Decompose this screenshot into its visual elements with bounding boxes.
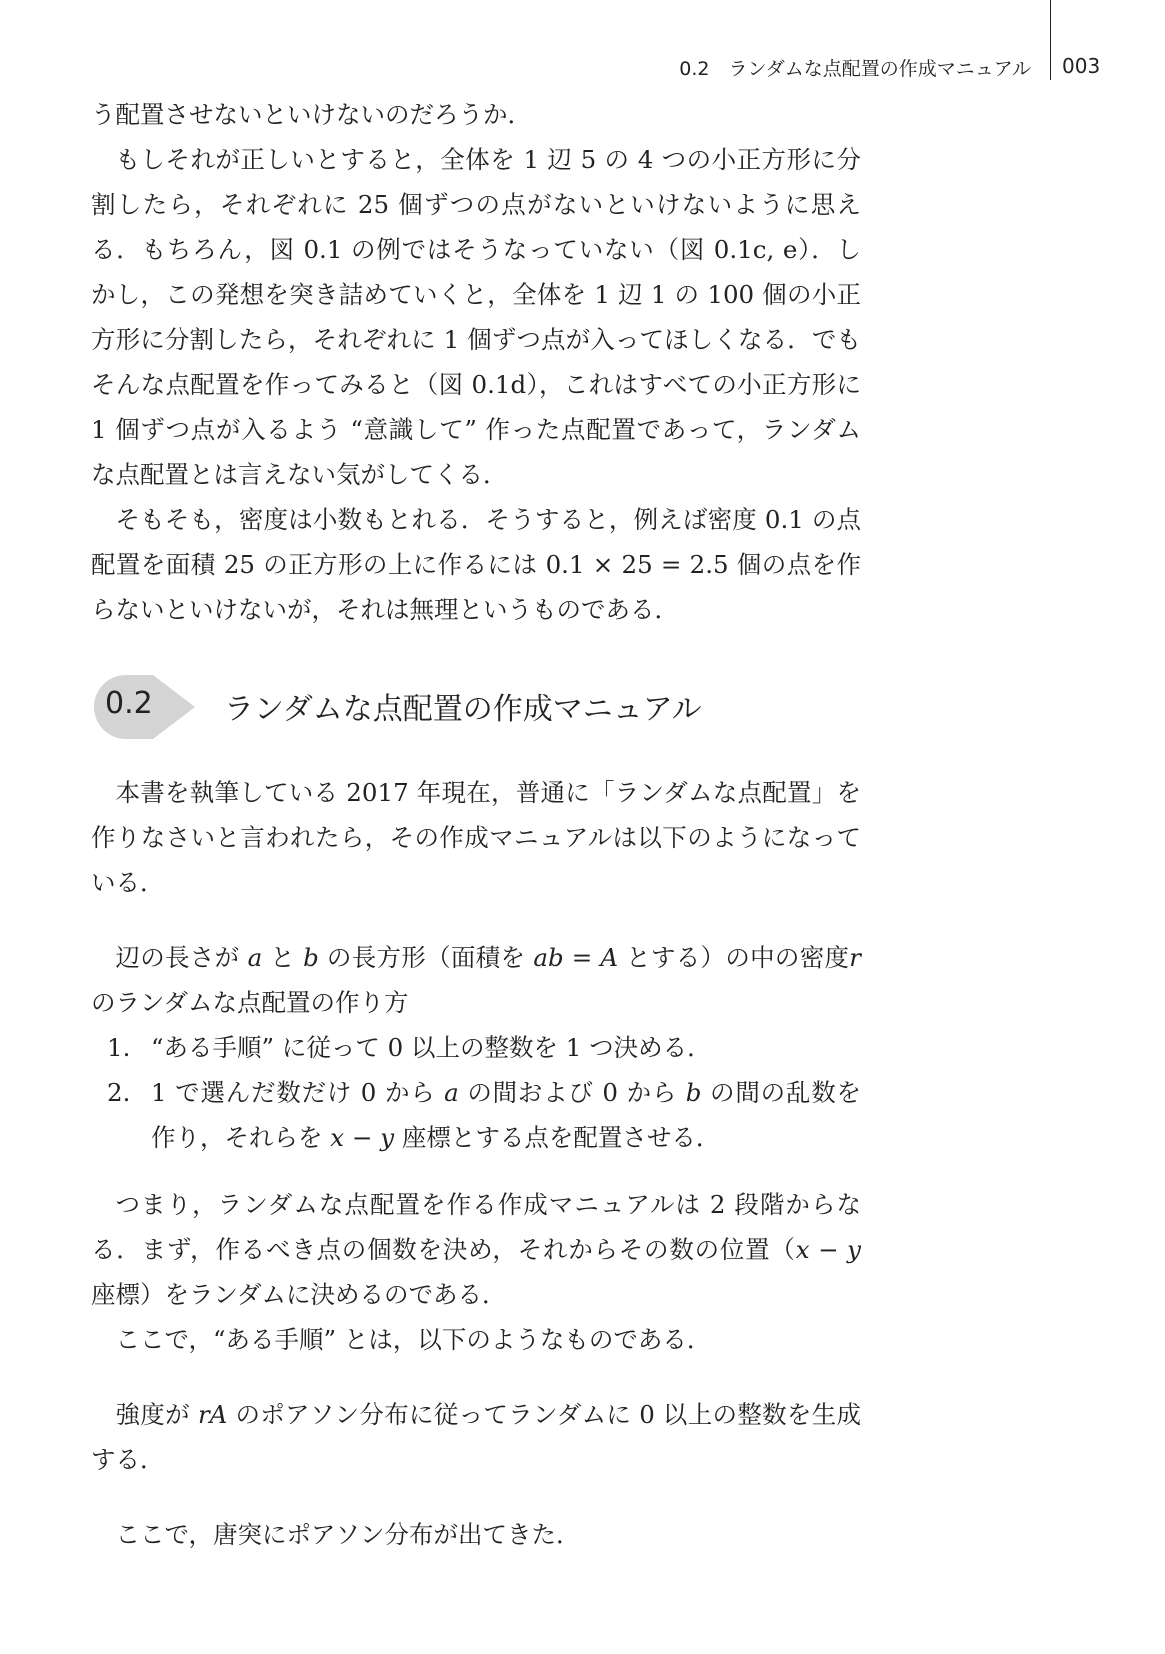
section-number: 0.2: [105, 686, 153, 721]
list-item: 2. 1 で選んだ数だけ 0 から a の間および 0 から b の間の乱数を作り，それらを x − y 座標とする点を配置させる．: [107, 1078, 861, 1152]
running-head: 0.2 ランダムな点配置の作成マニュアル: [679, 58, 1031, 80]
section-heading: [91, 672, 861, 742]
procedure-text: 強度が rA のポアソン分布に従ってランダムに 0 以上の整数を生成する．: [91, 1400, 861, 1474]
paragraph: 本書を執筆している 2017 年現在，普通に「ランダムな点配置」を作りなさいと言われたら，その作成マニュアルは以下のようになっている．: [91, 778, 861, 897]
paragraph: ここで，“ある手順” とは，以下のようなものである．: [115, 1325, 712, 1354]
paragraph: そもそも，密度は小数もとれる．そうすると，例えば密度 0.1 の点配置を面積 25 の正方形の上に作るには 0.1 × 25 = 2.5 個の点を作らないといけないが，それは無理というものである．: [91, 505, 861, 624]
section-title: ランダムな点配置の作成マニュアル: [224, 692, 702, 727]
page-number: 003: [1062, 54, 1101, 78]
body-top: [91, 92, 861, 632]
manual-steps: [91, 1025, 861, 1160]
paragraph: もしそれが正しいとすると，全体を 1 辺 5 の 4 つの小正方形に分割したら，それぞれに 25 個ずつの点がないといけないように思える．もちろん，図 0.1 の例ではそうなっていない（図 0.1c, e）．しかし，この発想を突き詰めていくと，全体を 1 辺 1 の 100 個の小正方形に分割したら，それぞれに 1 個ずつ点が入ってほしくなる．でもそんな点配置を作ってみると（図 0.1d），これはすべての小正方形に 1 個ずつ点が入るよう “意識して” 作った点配置であって，ランダムな点配置とは言えない気がしてくる．: [91, 145, 861, 489]
body-bottom: [91, 770, 861, 1557]
header-rule: [1050, 0, 1051, 80]
manual-intro: 辺の長さが a と b の長方形（面積を ab = A とする）の中の密度r のランダムな点配置の作り方: [91, 943, 862, 1017]
list-item: 1. “ある手順” に従って 0 以上の整数を 1 つ決める．: [107, 1033, 712, 1062]
paragraph-continued: う配置させないといけないのだろうか．: [91, 100, 532, 129]
paragraph: つまり，ランダムな点配置を作る作成マニュアルは 2 段階からなる．まず，作るべき点の個数を決め，それからその数の位置（x − y 座標）をランダムに決めるのである．: [91, 1190, 861, 1309]
paragraph: ここで，唐突にポアソン分布が出てきた．: [115, 1520, 581, 1549]
